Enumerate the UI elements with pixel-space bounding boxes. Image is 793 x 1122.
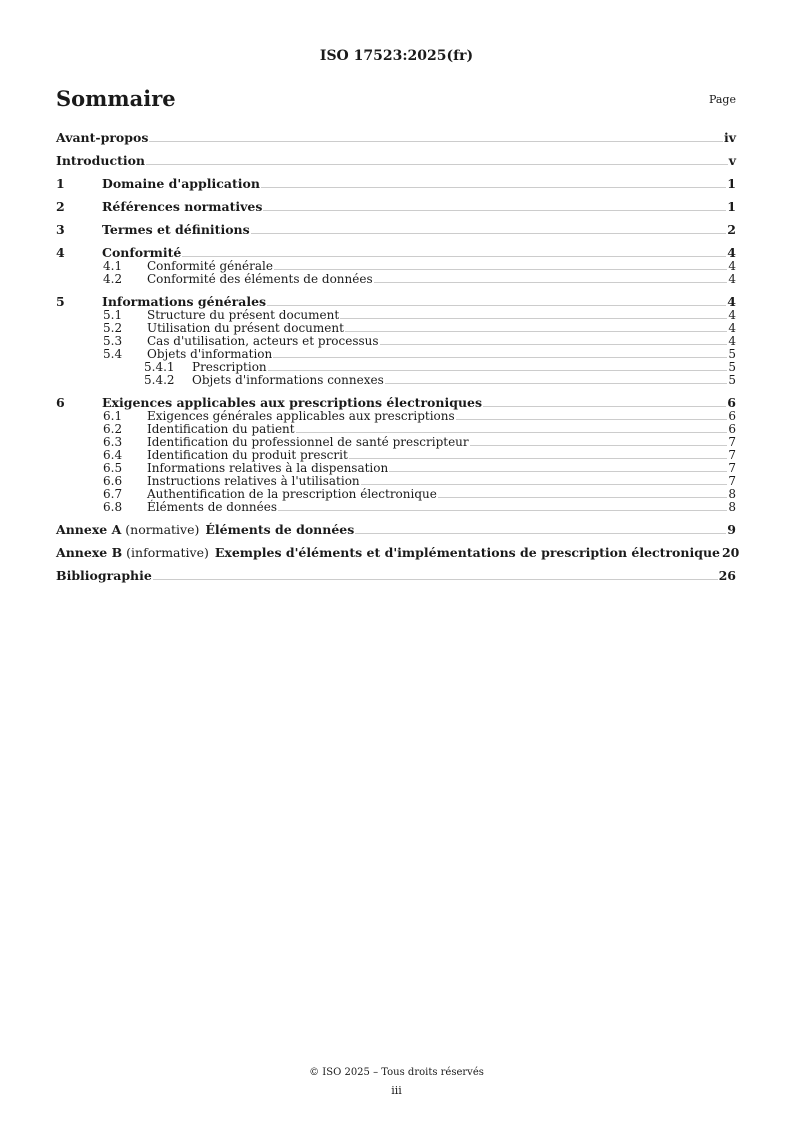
toc-number: 6.8 (103, 500, 123, 514)
toc-page: 7 (728, 435, 736, 449)
toc-page: 6 (728, 422, 736, 436)
dot-leader (374, 282, 728, 283)
toc-label: Conformité (102, 245, 182, 260)
toc-page: 8 (728, 500, 736, 514)
document-header: ISO 17523:2025(fr) (319, 48, 474, 64)
dot-leader (267, 305, 726, 306)
toc-page: 4 (727, 294, 736, 309)
toc-label: Objets d'information (147, 347, 273, 361)
page-number: iii (391, 1084, 402, 1097)
dot-leader (149, 141, 723, 142)
dot-leader (153, 579, 718, 580)
toc-entry-6-8[interactable] (56, 501, 736, 514)
toc-number: 5.4.2 (144, 373, 175, 387)
toc-number: 6.6 (103, 474, 123, 488)
copyright-footer: © ISO 2025 – Tous droits réservés (309, 1067, 484, 1078)
dot-leader (349, 458, 728, 459)
toc-number: 3 (56, 222, 65, 237)
page-title: Sommaire (56, 86, 176, 111)
toc-number: 6.5 (103, 461, 123, 475)
dot-leader (361, 484, 728, 485)
dot-leader (273, 357, 727, 358)
toc-page: 7 (728, 474, 736, 488)
toc-entry-2[interactable] (56, 199, 736, 214)
toc-page: 6 (727, 395, 736, 410)
toc-page: v (728, 153, 736, 168)
toc-label: Introduction (56, 153, 146, 168)
toc-page: 5 (728, 373, 736, 387)
toc-entry-4-2[interactable] (56, 273, 736, 286)
toc-entry-4[interactable] (56, 245, 736, 260)
toc-label: Utilisation du présent document (147, 321, 344, 335)
page-column-label: Page (708, 93, 736, 106)
toc-page: 4 (728, 272, 736, 286)
toc-page: 4 (728, 321, 736, 335)
toc-annex-type: (normative) (125, 522, 200, 537)
toc-annex-label: Annexe B (56, 545, 123, 560)
toc-number: 4.2 (103, 272, 123, 286)
toc-number: 6 (56, 395, 65, 410)
toc-label: Exemples d'éléments et d'implémentations de prescription électronique (214, 545, 720, 560)
toc-page: 20 (721, 545, 740, 560)
toc-page: 4 (728, 334, 736, 348)
dot-leader (438, 497, 728, 498)
toc-number: 4 (56, 245, 65, 260)
toc-number: 2 (56, 199, 65, 214)
toc-entry-avant-propos[interactable] (56, 130, 736, 145)
toc-label: Structure du présent document (147, 308, 340, 322)
toc-number: 6.3 (103, 435, 123, 449)
toc-page: 5 (728, 360, 736, 374)
dot-leader (261, 187, 726, 188)
toc-label: Identification du produit prescrit (147, 448, 348, 462)
toc-page: iv (723, 130, 736, 145)
toc-entry-1[interactable] (56, 176, 736, 191)
dot-leader (278, 510, 727, 511)
toc-label: Conformité générale (147, 259, 273, 273)
toc-page: 9 (727, 522, 736, 537)
dot-leader (456, 419, 728, 420)
dot-leader (345, 331, 727, 332)
toc-page: 7 (728, 448, 736, 462)
dot-leader (355, 533, 726, 534)
toc-label: Objets d'informations connexes (192, 373, 384, 387)
toc-number: 5.3 (103, 334, 123, 348)
toc-page: 2 (727, 222, 736, 237)
toc-number: 6.2 (103, 422, 123, 436)
toc-page: 1 (727, 199, 736, 214)
dot-leader (146, 164, 728, 165)
dot-leader (385, 383, 728, 384)
dot-leader (268, 370, 728, 371)
toc-page: 7 (728, 461, 736, 475)
toc-label: Bibliographie (56, 568, 152, 583)
toc-label: Identification du patient (147, 422, 295, 436)
toc-entry-annex-b[interactable] (56, 545, 740, 560)
toc-entry-3[interactable] (56, 222, 736, 237)
toc-label: Termes et définitions (102, 222, 250, 237)
toc-page: 6 (728, 409, 736, 423)
toc-page: 5 (728, 347, 736, 361)
dot-leader (182, 256, 726, 257)
toc-number: 1 (56, 176, 65, 191)
toc-label: Exigences applicables aux prescriptions électroniques (102, 395, 483, 410)
toc-label: Authentification de la prescription électronique (147, 487, 437, 501)
dot-leader (296, 432, 728, 433)
toc-number: 5 (56, 294, 65, 309)
dot-leader (389, 471, 727, 472)
toc-label: Références normatives (102, 199, 263, 214)
dot-leader (274, 269, 727, 270)
dot-leader (470, 445, 728, 446)
toc-page: 4 (728, 308, 736, 322)
toc-page: 4 (728, 259, 736, 273)
toc-annex-type: (informative) (126, 545, 209, 560)
toc-number: 5.4 (103, 347, 123, 361)
toc-label: Éléments de données (147, 500, 278, 514)
toc-entry-5[interactable] (56, 294, 736, 309)
toc-entry-annex-a[interactable] (56, 522, 736, 537)
toc-entry-bibliographie[interactable] (56, 568, 736, 583)
toc-label: Exigences générales applicables aux prescriptions (147, 409, 455, 423)
toc-label: Conformité des éléments de données (147, 272, 373, 286)
toc-label: Cas d'utilisation, acteurs et processus (147, 334, 379, 348)
toc-number: 6.1 (103, 409, 123, 423)
toc-label: Informations générales (102, 294, 267, 309)
toc-number: 4.1 (103, 259, 123, 273)
toc-label: Prescription (192, 360, 267, 374)
dot-leader (263, 210, 726, 211)
table-of-contents (56, 130, 740, 583)
toc-page: 1 (727, 176, 736, 191)
toc-number: 6.7 (103, 487, 123, 501)
dot-leader (483, 406, 726, 407)
toc-label: Informations relatives à la dispensation (147, 461, 389, 475)
dot-leader (251, 233, 727, 234)
toc-page: 4 (727, 245, 736, 260)
toc-number: 5.1 (103, 308, 123, 322)
toc-label: Éléments de données (205, 522, 355, 537)
toc-annex-label: Annexe A (56, 522, 122, 537)
toc-label: Domaine d'application (102, 176, 260, 191)
toc-page: 26 (718, 568, 736, 583)
toc-number: 6.4 (103, 448, 123, 462)
dot-leader (380, 344, 728, 345)
toc-entry-6[interactable] (56, 395, 736, 410)
toc-page: 8 (728, 487, 736, 501)
dot-leader (340, 318, 727, 319)
toc-label: Identification du professionnel de santé prescripteur (147, 435, 469, 449)
toc-number: 5.4.1 (144, 360, 175, 374)
toc-entry-introduction[interactable] (56, 153, 736, 168)
toc-label: Instructions relatives à l'utilisation (147, 474, 360, 488)
toc-number: 5.2 (103, 321, 123, 335)
toc-label: Avant-propos (56, 130, 149, 145)
toc-entry-5-4-2[interactable] (56, 374, 736, 387)
